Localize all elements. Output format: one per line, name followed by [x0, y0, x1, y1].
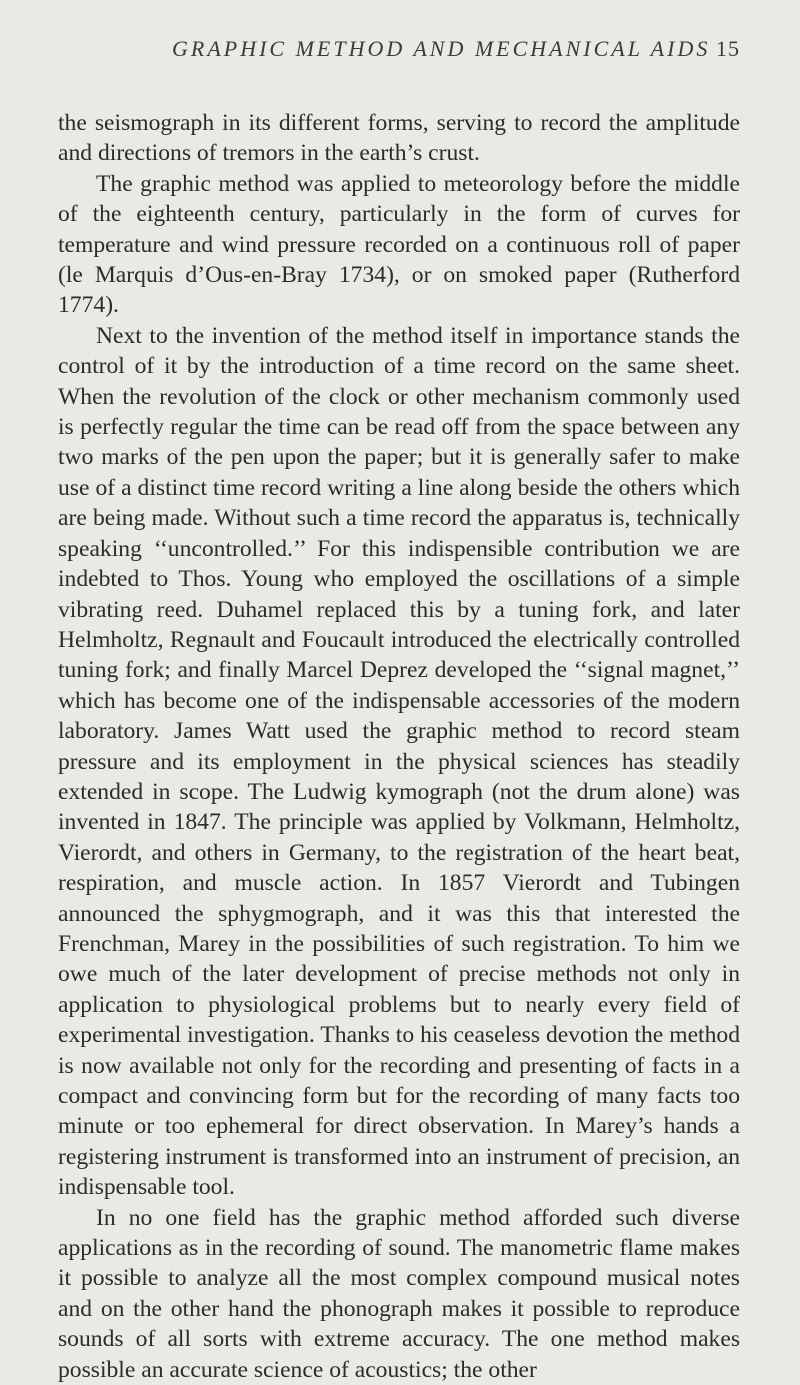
paragraph-continuation: the seismograph in its different forms, serving to record the amplitude and directions of tremors in the earth’s crust. [58, 110, 740, 167]
paragraph-sound-recording: In no one field has the graphic method afforded such diverse applications as in the recording of sound. The manometric flame makes it possible to analyze all the most complex compound musical notes and on the other hand the phonograph makes it possible to reproduce sounds of all sorts with extreme accuracy. The one method makes possible an accurate science of acoustics; the other [58, 1204, 740, 1383]
paragraph-meteorology: The graphic method was applied to meteorology before the middle of the eighteenth century, particularly in the form of curves for temperature and wind pressure recorded on a continuous roll of paper (le Marquis d’Ous-en-Bray 1734), or on smoked paper (Rutherford 1774). [58, 170, 740, 319]
running-head-title: GRAPHIC METHOD AND MECHANICAL AIDS [172, 36, 711, 61]
body-text [58, 108, 740, 1385]
page-number: 15 [716, 36, 740, 61]
paragraph-time-record: Next to the invention of the method itself in importance stands the control of it by the introduction of a time record on the same sheet. When the revolution of the clock or other mechanism commonly used is perfectly regular the time can be read off from the space between any two marks of the pen upon the paper; but it is generally safer to make use of a distinct time record writing a line along beside the others which are being made. Without such a time record the apparatus is, technically speaking ‘‘uncontrolled.’’ For this indispensible contribution we are indebted to Thos. Young who employed the oscillations of a simple vibrating reed. Duhamel replaced this by a tuning fork, and later Helmholtz, Regnault and Foucault introduced the electrically controlled tuning fork; and finally Marcel Deprez developed the ‘‘signal magnet,’’ which has become one of the indispensable accessories of the modern laboratory. James Watt used the graphic method to record steam pressure and its employment in the physical sciences has steadily extended in scope. The Ludwig kymograph (not the drum alone) was invented in 1847. The principle was applied by Volkmann, Helmholtz, Vierordt, and others in Germany, to the registration of the heart beat, respiration, and muscle action. In 1857 Vierordt and Tubingen announced the sphygmograph, and it was this that interested the Frenchman, Marey in the possibilities of such registration. To him we owe much of the later development of precise methods not only in application to physiological problems but to nearly every field of experimental investigation. Thanks to his ceaseless devotion the method is now available not only for the recording and presenting of facts in a compact and convincing form but for the recording of many facts too minute or too ephemeral for direct observation. In Marey’s hands a registering instrument is transformed into an instrument of precision, an indispensable tool. [58, 322, 740, 1201]
running-head [172, 36, 740, 76]
